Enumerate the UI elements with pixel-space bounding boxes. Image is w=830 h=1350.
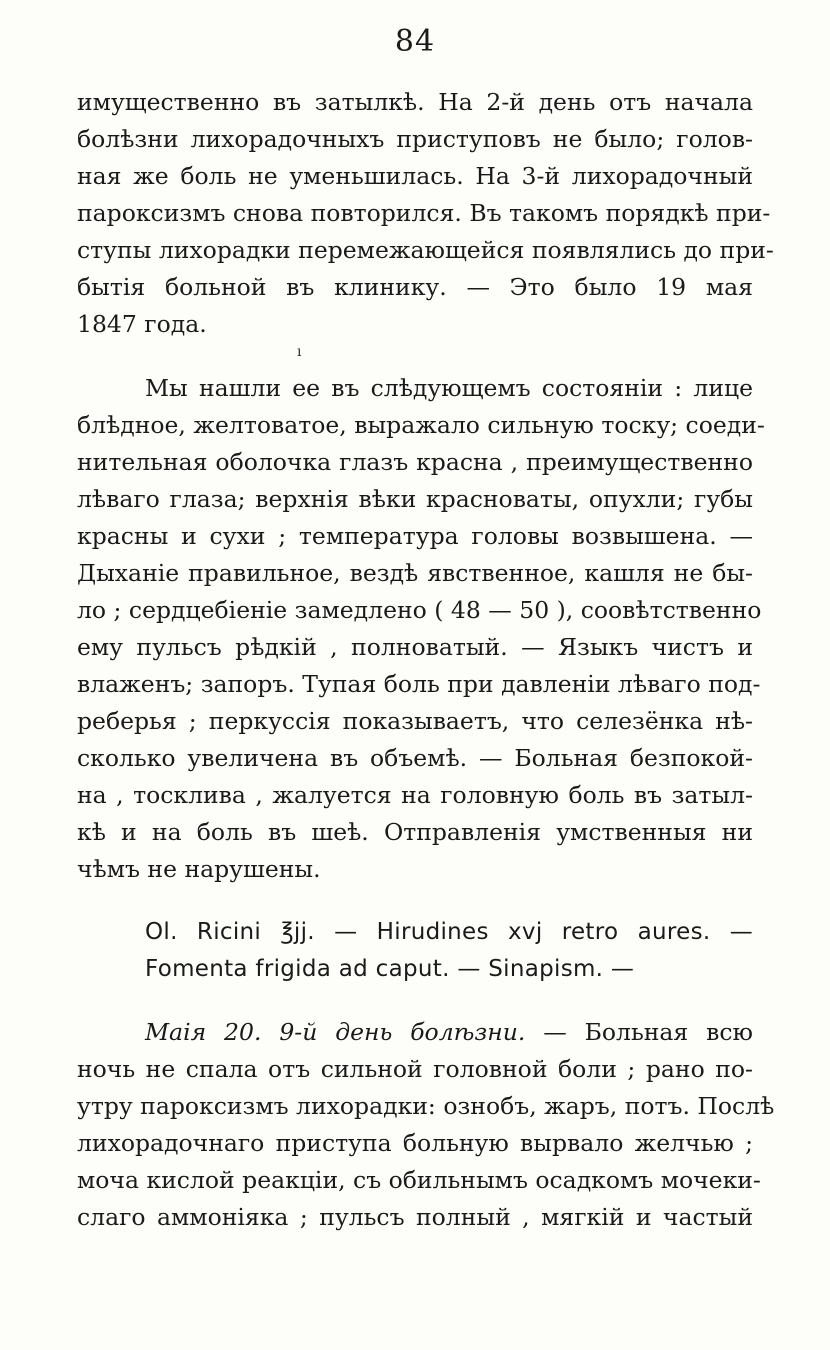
text-line: ему пульсъ рѣдкій , полноватый. — Языкъ чистъ и — [77, 633, 753, 661]
paragraph-examination — [77, 370, 765, 888]
text-line: лѣваго глаза; верхнія вѣки красноваты, опухли; губы — [77, 485, 753, 513]
text-line: имущественно въ затылкѣ. На 2-й день отъ начала — [77, 88, 753, 116]
text-line: кѣ и на боль въ шеѣ. Отправленія умственныя ни — [77, 818, 753, 846]
prescription-line: Ol. Ricini ℥jj. — Hirudines xvj retro aures. — — [145, 919, 753, 945]
text-line: сколько увеличена въ объемѣ. — Больная безпокой- — [77, 744, 753, 772]
text-line — [77, 1014, 753, 1051]
text-line: ло ; сердцебіеніе замедлено ( 48 — 50 ), соовѣтственно — [77, 596, 762, 624]
text-line: на , тосклива , жалуется на головную боль въ затыл- — [77, 781, 753, 809]
text-line: ступы лихорадки перемежающейся появлялись до при- — [77, 236, 774, 264]
text-line: нительная оболочка глазъ красна , преимущественно — [77, 448, 753, 476]
text-line: Мы нашли ее въ слѣдующемъ состояніи : лице — [145, 374, 753, 402]
paragraph-continuation — [77, 84, 774, 343]
paragraph-gap — [77, 888, 753, 914]
body-text — [77, 84, 775, 1236]
text-line: лихорадочнаго приступа больную вырвало желчью ; — [77, 1129, 753, 1157]
prescription-line: Fomenta frigida ad caput. — Sinapism. — — [145, 956, 635, 982]
date-heading-continuation: — Больная всю — [543, 1018, 754, 1046]
text-line: пароксизмъ снова повторился. Въ такомъ порядкѣ при- — [77, 199, 771, 227]
text-line: Дыханіе правильное, вездѣ явственное, кашля не бы- — [77, 559, 753, 587]
paragraph-day-entry — [77, 1014, 775, 1236]
text-line: утру пароксизмъ лихорадки: ознобъ, жаръ, потъ. Послѣ — [77, 1092, 775, 1120]
text-line: 1847 года. — [77, 310, 207, 338]
text-line: чѣмъ не нарушены. — [77, 855, 321, 883]
text-line: блѣдное, желтоватое, выражало сильную тоску; соеди- — [77, 411, 765, 439]
paragraph-gap — [77, 343, 753, 370]
text-line: моча кислой реакціи, съ обильнымъ осадкомъ мочеки- — [77, 1166, 761, 1194]
text-line: ночь не спала отъ сильной головной боли ; рано по- — [77, 1055, 753, 1083]
text-line: ная же боль не уменьшилась. На 3-й лихорадочный — [77, 162, 753, 190]
text-line: реберья ; перкуссія показываетъ, что селезёнка нѣ- — [77, 707, 753, 735]
text-line: бытія больной въ клинику. — Это было 19 мая — [77, 273, 753, 301]
text-line: болѣзни лихорадочныхъ приступовъ не было; голов- — [77, 125, 753, 153]
page-number: 84 — [394, 24, 436, 59]
text-line: влаженъ; запоръ. Тупая боль при давленіи лѣваго под- — [77, 670, 761, 698]
text-line: слаго аммоніяка ; пульсъ полный , мягкій и частый — [77, 1203, 753, 1231]
paragraph-gap — [77, 988, 753, 1014]
date-heading: Маія 20. 9-й день болѣзни. — [145, 1018, 526, 1046]
stray-ink-mark: ı — [297, 344, 302, 360]
prescription — [77, 914, 753, 988]
text-line: красны и сухи ; температура головы возвышена. — — [77, 522, 753, 550]
